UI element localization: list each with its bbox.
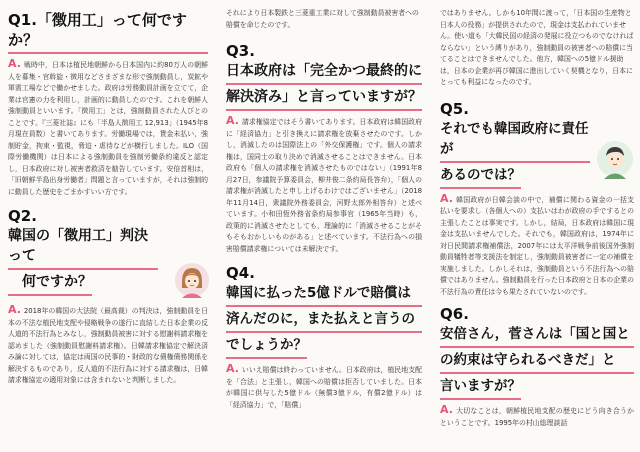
q3-title-line-1: 日本政府は「完全かつ最終的に <box>226 61 422 85</box>
q3-answer <box>226 115 422 255</box>
column-2 <box>226 0 422 452</box>
q6-heading <box>440 304 634 400</box>
q1-answer <box>8 58 208 198</box>
q3-answer-mark: A. <box>226 114 239 127</box>
q5-intro: ではありません。しかも10年間に渡って，「日本国の生産物と日本人の役務」が提供されたので，現金は支払われていません。使い道も「大韓民国の経済の発展に役立つものでなければならない」という縛りがあり，強制動員の被害者への賠償に当てることはできませんでした。他方，韓国への5億ドル援助は，日本の企業が再び韓国に進出していく契機となり，日本にとっても利益になったのです。 <box>440 9 634 86</box>
q6-title-line-1: 安倍さん，菅さんは「国と国と <box>440 324 634 348</box>
q4-heading <box>226 263 422 359</box>
q5-heading <box>440 99 590 189</box>
q3-number: Q3. <box>226 42 255 60</box>
q4-number: Q4. <box>226 264 255 282</box>
q1-answer-mark: A. <box>8 57 21 70</box>
q5-answer-mark: A. <box>440 191 453 205</box>
q3-answer-text: 請求権協定ではそう書いてあります。日本政府は韓国政府に「経済協力」と引き換えに請求権を放棄させたのです。しかし，消滅したのは国際法上の「外交保護権」です。個人の請求権は，国同士の取り決めで消滅させることはできません。日本政府も「個人の請求権を消滅させたものではない」（1991年8月27日，参議院予算委員会，柳井俊二条約局長答弁），「個人の請求権が消滅したと申し上げるわけではございません」（2018年11月14日，衆議院外務委員会，河野太郎外相答弁）と述べています。小和田恆外務省条約局参事官（1965年当時）も，政策的に消滅させたとしても，理論的に「消滅させることがそもそもおかしいものがある」と述べています。不法行為への損害賠償請求権については未解決です。 <box>226 118 422 253</box>
q4-title-line-3: でしょうか？ <box>226 335 307 359</box>
q5-answer-text: 韓国政府が日韓会談の中で，補償に関わる資金の一括支払いを要求し（各個人への）支払いはわが政府の手でするとの主張したことは事実です。しかし，結局，日本政府は韓国に現金は支払いませんでした。それでも，韓国政府は，1974年に対日民間請求権補償法，2007年には太平洋戦争前後国外強制動員犠牲者等支援法を制定し，強制動員被害者に一定の補償を実施しました。しかしそれは，強制動員という不法行為への賠償ではありません。強制動員を行った日本政府と日本の企業の不法行為の責任は今も果たされていないのです。 <box>440 195 634 296</box>
q2-answer-text: 2018年の韓国の大法院（最高裁）の判決は，強制動員を日本の不法な植民地支配や侵略戦争の遂行に直結した日本企業の反人道的不法行為とみなし，強制動員被害に対する慰謝料請求権を認めました（強制動員慰謝料請求権）。日韓請求権協定で解決済み論に対しては，協定は両国の民事的・財政的な債権債務関係を解決するものであり，反人道的不法行為に対する請求権は，日韓請求権協定の適用対象には含まれないと判断しました。 <box>8 307 208 384</box>
q5-title-line-2: あるのでは？ <box>440 165 521 189</box>
q6-title-line-3: 言いますが？ <box>440 376 521 400</box>
q4-title-line-2: 済んだのに，また払えと言うの <box>226 309 422 333</box>
column-1 <box>8 0 208 452</box>
q2-answer-mark: A. <box>8 303 21 316</box>
q6-title-line-2: の約束は守られるべきだ」と <box>440 350 634 374</box>
q4-answer-mark: A. <box>226 362 239 375</box>
q6-answer-mark: A. <box>440 403 453 416</box>
q3-title-line-2: 解決済み」と言っていますが？ <box>226 87 422 111</box>
man-avatar-icon <box>596 140 634 180</box>
q1-answer-text: 戦時中，日本は植民地朝鮮から日本国内に約80万人の朝鮮人を募集・官斡旋・徴用などさまざまな形で強制動員し，炭鉱や軍需工場などで働かせました。政府は労務動員計画を立てて，企業は官憲の力を利用し，計画的に動員したのです。これを朝鮮人強制動員といいます。「徴用工」とは，強制動員された人びとのことです。『三菱社誌』にも「半島人徴用工 12,913」（1945年8月現在員数）と書いてあります。労働現場では，賃金未払い，強制貯金，拘束・監視，脅迫・虐待などが横行しました。ILO（国際労働機関）は日本による強制動員を強制労働条約違反と認定し，日本政府に対し被害者救済を勧告しています。安倍首相は，「旧朝鮮半島出身労働者」問題と言っていますが，それは強制的に動員した歴史をごまかすいい方です。 <box>8 61 208 196</box>
q6-answer <box>440 404 634 429</box>
q3-intro: それにより日本製鉄と三菱重工業に対して強制動員被害者への賠償を命じたのです。 <box>226 9 419 29</box>
q3-heading <box>226 41 422 111</box>
q4-answer-text: いいえ賠償は終わっていません。日本政府は，植民地支配を「合法」と主張し，韓国への賠償は拒否していました。日本が韓国に供与した5億ドル（無償3億ドル，有償2億ドル）は「経済協力」で，「賠償」 <box>226 366 422 409</box>
q2-title-line-1: 韓国の「徴用工」判決って <box>8 226 158 270</box>
column-3 <box>440 0 634 452</box>
woman-avatar-icon <box>174 262 210 300</box>
q5-number: Q5. <box>440 99 469 118</box>
q2-answer <box>8 304 208 387</box>
q2-number: Q2. <box>8 207 37 225</box>
q6-number: Q6. <box>440 305 469 323</box>
q5-answer <box>440 193 634 299</box>
q5-title-line-1: それでも韓国政府に責任が <box>440 119 590 163</box>
q2-heading <box>8 206 158 296</box>
q4-answer <box>226 363 422 411</box>
q6-answer-text: 大切なことは，朝鮮植民地支配の歴史にどう向き合うかということです。1995年の村山総理談話 <box>440 407 634 427</box>
q2-title-line-2: 何ですか？ <box>8 272 92 296</box>
q1-heading: Q1.「徴用工」って何ですか？ <box>8 10 208 54</box>
q4-title-line-1: 韓国に払った5億ドルで賠償は <box>226 283 422 307</box>
